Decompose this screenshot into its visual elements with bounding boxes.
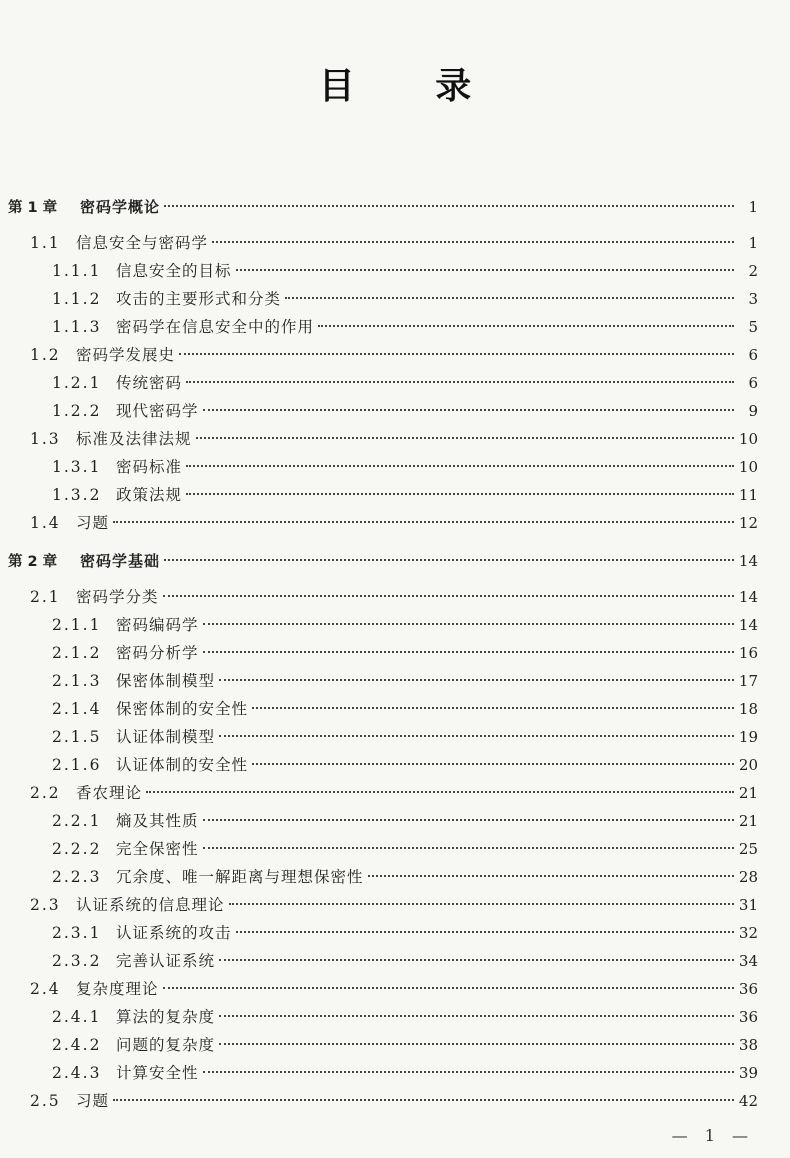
toc-number: 2.4.1: [52, 1008, 102, 1026]
toc-label: 认证体制模型: [116, 728, 216, 746]
toc-label: 习题: [76, 514, 110, 532]
toc-page-number: 31: [738, 896, 758, 914]
toc-chapter-row[interactable]: [0, 547, 790, 575]
toc-subsection-row[interactable]: [0, 397, 790, 425]
toc-number: 2.2.3: [52, 868, 102, 886]
dot-leader: [164, 204, 734, 207]
toc-page-number: 34: [738, 952, 758, 970]
toc-number: 1.1: [30, 234, 61, 252]
toc-subsection-row[interactable]: [0, 313, 790, 341]
dot-leader: [219, 1014, 734, 1017]
toc-page-number: 14: [738, 552, 758, 570]
toc-page-number: 6: [748, 346, 758, 364]
toc-label: 认证体制的安全性: [116, 756, 249, 774]
toc-number: 1.4: [30, 514, 61, 532]
toc-label: 攻击的主要形式和分类: [116, 290, 282, 308]
toc-subsection-row[interactable]: [0, 667, 790, 695]
dot-leader: [219, 958, 734, 961]
toc-label: 习题: [76, 1092, 110, 1110]
toc-number: 2.2.2: [52, 840, 102, 858]
toc-page-number: 3: [748, 290, 758, 308]
toc-label: 现代密码学: [116, 402, 199, 420]
dot-leader: [219, 1042, 734, 1045]
toc-subsection-row[interactable]: [0, 751, 790, 779]
toc-number: 2.2.1: [52, 812, 102, 830]
toc-subsection-row[interactable]: [0, 863, 790, 891]
toc-number: 1.3.2: [52, 486, 102, 504]
dot-leader: [318, 324, 734, 327]
toc-label: 认证系统的攻击: [116, 924, 232, 942]
toc-page-number: 12: [738, 514, 758, 532]
dot-leader: [186, 492, 734, 495]
toc-page-number: 5: [748, 318, 758, 336]
toc-number: 2.1.5: [52, 728, 102, 746]
toc-page-number: 1: [748, 198, 758, 216]
toc-label: 完善认证系统: [116, 952, 216, 970]
toc-page-number: 36: [738, 1008, 758, 1026]
dot-leader: [285, 296, 734, 299]
dot-leader: [203, 818, 734, 821]
toc-label: 信息安全与密码学: [76, 234, 209, 252]
toc-page-number: 14: [738, 588, 758, 606]
toc-subsection-row[interactable]: [0, 1003, 790, 1031]
toc-subsection-row[interactable]: [0, 481, 790, 509]
toc-page-number: 38: [738, 1036, 758, 1054]
toc-number: 1.1.2: [52, 290, 102, 308]
dot-leader: [113, 520, 734, 523]
dot-leader: [113, 1098, 734, 1101]
dot-leader: [219, 734, 734, 737]
dot-leader: [186, 464, 734, 467]
toc-page-number: 17: [738, 672, 758, 690]
toc-number: 2.1.1: [52, 616, 102, 634]
toc-label: 密码学发展史: [76, 346, 176, 364]
toc-label: 政策法规: [116, 486, 183, 504]
toc-section-row[interactable]: [0, 779, 790, 807]
toc-label: 认证系统的信息理论: [76, 896, 225, 914]
toc-page-number: 28: [738, 868, 758, 886]
dot-leader: [236, 930, 734, 933]
toc-subsection-row[interactable]: [0, 919, 790, 947]
toc-label: 香农理论: [76, 784, 143, 802]
toc-label: 保密体制模型: [116, 672, 216, 690]
toc-label: 算法的复杂度: [116, 1008, 216, 1026]
toc-page-number: 36: [738, 980, 758, 998]
dot-leader: [203, 1070, 734, 1073]
dot-leader: [368, 874, 734, 877]
dot-leader: [203, 622, 734, 625]
toc-subsection-row[interactable]: [0, 257, 790, 285]
toc-number: 2.1: [30, 588, 61, 606]
toc-number: 2.3.1: [52, 924, 102, 942]
toc-number: 1.3.1: [52, 458, 102, 476]
toc-section-row[interactable]: [0, 341, 790, 369]
toc-label: 密码学基础: [80, 552, 161, 570]
toc-label: 保密体制的安全性: [116, 700, 249, 718]
toc-page-number: 16: [738, 644, 758, 662]
toc-section-row[interactable]: [0, 975, 790, 1003]
toc-page-number: 6: [748, 374, 758, 392]
dot-leader: [252, 762, 734, 765]
page-title: 目 录: [318, 66, 506, 107]
toc-number: 2.3: [30, 896, 61, 914]
dot-leader: [163, 986, 734, 989]
toc-label: 复杂度理论: [76, 980, 159, 998]
toc-page-number: 14: [738, 616, 758, 634]
toc-number: 2.4.3: [52, 1064, 102, 1082]
dot-leader: [164, 558, 734, 561]
table-of-contents: [0, 193, 790, 1115]
dot-leader: [229, 902, 734, 905]
toc-page-number: 25: [738, 840, 758, 858]
dot-leader: [179, 352, 734, 355]
dot-leader: [252, 706, 734, 709]
toc-number: 1.2: [30, 346, 61, 364]
dot-leader: [186, 380, 734, 383]
dot-leader: [203, 846, 734, 849]
toc-label: 熵及其性质: [116, 812, 199, 830]
toc-label: 传统密码: [116, 374, 183, 392]
toc-label: 问题的复杂度: [116, 1036, 216, 1054]
toc-section-row[interactable]: [0, 1087, 790, 1115]
toc-number: 2.1.4: [52, 700, 102, 718]
toc-subsection-row[interactable]: [0, 453, 790, 481]
toc-subsection-row[interactable]: [0, 639, 790, 667]
toc-number: 2.1.6: [52, 756, 102, 774]
toc-page-number: 19: [738, 728, 758, 746]
toc-page-number: 39: [738, 1064, 758, 1082]
toc-page-number: 10: [738, 430, 758, 448]
toc-number: 第 1 章: [8, 200, 58, 216]
toc-subsection-row[interactable]: [0, 947, 790, 975]
toc-subsection-row[interactable]: [0, 369, 790, 397]
toc-subsection-row[interactable]: [0, 807, 790, 835]
toc-label: 密码分析学: [116, 644, 199, 662]
dot-leader: [203, 650, 734, 653]
toc-number: 1.3: [30, 430, 61, 448]
toc-page-number: 1: [748, 234, 758, 252]
toc-number: 1.2.1: [52, 374, 102, 392]
toc-label: 计算安全性: [116, 1064, 199, 1082]
toc-section-row[interactable]: [0, 891, 790, 919]
dot-leader: [212, 240, 734, 243]
toc-number: 1.1.1: [52, 262, 102, 280]
toc-section-row[interactable]: [0, 583, 790, 611]
toc-label: 密码学在信息安全中的作用: [116, 318, 315, 336]
toc-page-number: 11: [738, 486, 758, 504]
toc-chapter-row[interactable]: [0, 193, 790, 221]
toc-subsection-row[interactable]: [0, 1031, 790, 1059]
toc-label: 信息安全的目标: [116, 262, 232, 280]
toc-page-number: 9: [748, 402, 758, 420]
toc-number: 1.2.2: [52, 402, 102, 420]
toc-number: 2.1.3: [52, 672, 102, 690]
toc-label: 密码编码学: [116, 616, 199, 634]
toc-page-number: 18: [738, 700, 758, 718]
toc-subsection-row[interactable]: [0, 723, 790, 751]
toc-label: 标准及法律法规: [76, 430, 192, 448]
toc-section-row[interactable]: [0, 425, 790, 453]
toc-subsection-row[interactable]: [0, 285, 790, 313]
toc-number: 2.3.2: [52, 952, 102, 970]
page-number-footer: — 1 —: [671, 1126, 754, 1145]
toc-page-number: 20: [738, 756, 758, 774]
toc-subsection-row[interactable]: [0, 1059, 790, 1087]
toc-section-row[interactable]: [0, 509, 790, 537]
toc-section-row[interactable]: [0, 229, 790, 257]
toc-number: 2.4: [30, 980, 61, 998]
toc-page-number: 42: [738, 1092, 758, 1110]
dot-leader: [163, 594, 734, 597]
toc-page-number: 2: [748, 262, 758, 280]
dot-leader: [203, 408, 734, 411]
toc-number: 第 2 章: [8, 554, 58, 570]
toc-label: 完全保密性: [116, 840, 199, 858]
toc-subsection-row[interactable]: [0, 835, 790, 863]
dot-leader: [196, 436, 734, 439]
toc-label: 密码标准: [116, 458, 183, 476]
toc-number: 2.2: [30, 784, 61, 802]
dot-leader: [146, 790, 734, 793]
toc-page-number: 21: [738, 812, 758, 830]
toc-label: 密码学概论: [80, 198, 161, 216]
toc-page-number: 10: [738, 458, 758, 476]
toc-subsection-row[interactable]: [0, 695, 790, 723]
toc-number: 2.1.2: [52, 644, 102, 662]
toc-page-number: 32: [738, 924, 758, 942]
toc-label: 冗余度、唯一解距离与理想保密性: [116, 868, 364, 886]
dot-leader: [236, 268, 734, 271]
dot-leader: [219, 678, 734, 681]
toc-number: 1.1.3: [52, 318, 102, 336]
toc-page-number: 21: [738, 784, 758, 802]
toc-label: 密码学分类: [76, 588, 159, 606]
toc-subsection-row[interactable]: [0, 611, 790, 639]
toc-number: 2.5: [30, 1092, 61, 1110]
toc-number: 2.4.2: [52, 1036, 102, 1054]
